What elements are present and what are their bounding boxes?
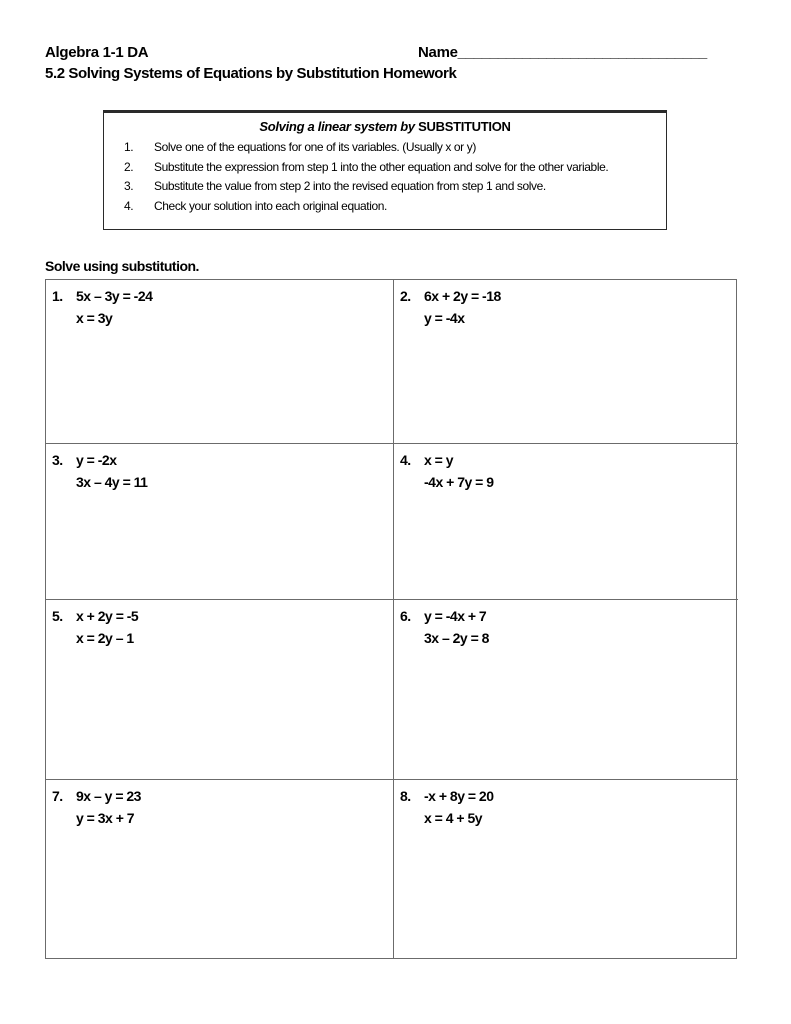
name-blank-line: _______________________________ — [457, 44, 707, 61]
problem-cell-2 — [394, 280, 738, 444]
problem-equation-1: x = y — [424, 452, 454, 468]
problem-equations — [424, 785, 738, 829]
problem-number: 3. — [52, 452, 63, 468]
problems-table — [45, 279, 737, 959]
problem-equations — [424, 605, 738, 649]
problem-cell-1 — [46, 280, 394, 444]
problem-equation-2: x = 4 + 5y — [424, 810, 483, 826]
problem-number: 2. — [400, 288, 411, 304]
problem-equation-1: 6x + 2y = -18 — [424, 288, 501, 304]
problem-cell-4 — [394, 444, 738, 600]
course-label: Algebra 1-1 DA — [45, 44, 149, 61]
problem-equation-1: 9x – y = 23 — [76, 788, 141, 804]
problem-cell-6 — [394, 600, 738, 780]
step-number: 4. — [124, 198, 134, 213]
step-text: Substitute the value from step 2 into the revised equation from step 1 and solve. — [154, 179, 546, 193]
problem-equation-1: -x + 8y = 20 — [424, 788, 494, 804]
instructions-title — [104, 119, 666, 134]
problem-equation-2: y = 3x + 7 — [76, 810, 135, 826]
problem-equations — [76, 605, 393, 649]
problem-equations — [424, 449, 738, 493]
instructions-box — [103, 110, 667, 230]
problem-equation-2: -4x + 7y = 9 — [424, 474, 494, 490]
name-field — [418, 44, 707, 61]
problem-equation-2: x = 3y — [76, 310, 113, 326]
step-number: 1. — [124, 140, 134, 154]
problem-equations — [76, 785, 393, 829]
problem-equation-1: x + 2y = -5 — [76, 608, 139, 624]
instruction-steps — [104, 138, 666, 216]
problem-number: 4. — [400, 452, 411, 468]
problem-cell-7 — [46, 780, 394, 958]
step-number: 2. — [124, 159, 134, 174]
step-text: Check your solution into each original equation. — [154, 198, 387, 213]
problem-number: 7. — [52, 788, 63, 804]
problem-cell-8 — [394, 780, 738, 958]
assignment-title: 5.2 Solving Systems of Equations by Substitution Homework — [45, 65, 457, 82]
problem-equation-1: y = -2x — [76, 452, 117, 468]
problem-number: 8. — [400, 788, 411, 804]
problem-equation-2: 3x – 4y = 11 — [76, 474, 148, 490]
problem-equation-2: y = -4x — [424, 310, 465, 326]
problem-equations — [76, 285, 393, 329]
instructions-title-italic: Solving a linear system by — [259, 119, 419, 134]
instruction-step — [124, 177, 666, 197]
instructions-title-bold: SUBSTITUTION — [418, 119, 511, 134]
problem-equation-1: y = -4x + 7 — [424, 608, 487, 624]
problem-cell-3 — [46, 444, 394, 600]
problem-number: 6. — [400, 608, 411, 624]
section-heading: Solve using substitution. — [45, 258, 199, 274]
step-text: Solve one of the equations for one of its variables. (Usually x or y) — [154, 140, 476, 154]
problem-equation-1: 5x – 3y = -24 — [76, 288, 153, 304]
instruction-step — [124, 197, 666, 217]
problem-cell-5 — [46, 600, 394, 780]
problem-number: 5. — [52, 608, 63, 624]
problem-equation-2: 3x – 2y = 8 — [424, 630, 489, 646]
problem-equations — [76, 449, 393, 493]
problem-number: 1. — [52, 288, 63, 304]
problem-equation-2: x = 2y – 1 — [76, 630, 134, 646]
instruction-step — [124, 158, 666, 178]
name-label: Name — [418, 44, 458, 61]
step-text: Substitute the expression from step 1 into the other equation and solve for the other variable. — [154, 159, 609, 174]
problem-equations — [424, 285, 738, 329]
step-number: 3. — [124, 179, 134, 193]
instruction-step — [124, 138, 666, 158]
